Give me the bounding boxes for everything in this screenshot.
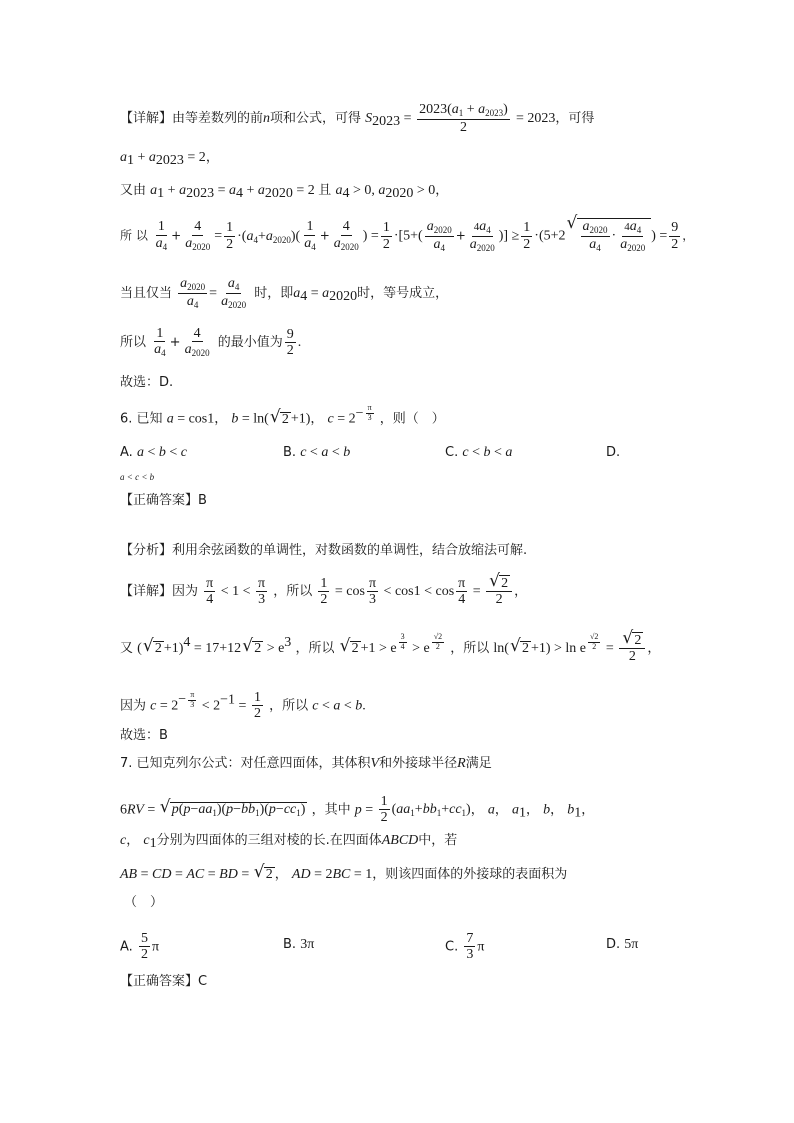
text: 的最小值为 — [217, 335, 283, 351]
s5-select: 故选：D. — [120, 375, 174, 390]
q6-option-d-content: a < c < b — [120, 472, 155, 482]
q7-line-4: AB = CD = AC = BD = √ 2 ， AD = 2BC = 1，则该四面体的外接球的表面积为 — [120, 867, 567, 882]
s5-detail-line-2: $a_1 + a_{2023} = 2$， — [120, 150, 219, 168]
q7-option-c[interactable]: C. $\frac{7}{3}$ π — [445, 931, 485, 963]
text: ，可得 — [555, 111, 595, 127]
q6-option-a[interactable]: A. a < b < c — [120, 445, 187, 460]
q7-line-1: 7. 已知克列尔公式：对任意四面体，其体积V和外接球半径R满足 — [120, 756, 492, 771]
text: ， — [205, 150, 219, 165]
fraction: $\frac{2023(a_1 + a_{2023})}{2}$ — [419, 102, 508, 135]
text: ，其中 — [311, 802, 351, 818]
text: 分别为四面体的三组对棱的长.在四面体 — [156, 833, 382, 848]
s5-detail-line-3: 又由 $a_1 + a_{2023} = a_4 + a_{2020} = 2$ 且 $a_4 > 0$, $a_{2020} > 0$， — [120, 183, 449, 201]
text: 又由 — [120, 183, 147, 198]
text: 项和公式，可得 — [270, 111, 362, 127]
text: 【详解】由等差数列的前 — [120, 111, 264, 127]
q7-option-b[interactable]: B. 3π — [283, 937, 315, 952]
text: 【详解】因为 — [120, 583, 199, 599]
q6-answer: 【正确答案】B — [120, 493, 207, 508]
q6-option-b[interactable]: B. c < a < b — [283, 445, 351, 460]
q6-option-c[interactable]: C. c < b < a — [445, 445, 513, 460]
text: 6. 已知 — [120, 411, 163, 427]
s5-detail-line-1: 【详解】由等差数列的前n项和公式，可得 $S_{2023}$ = $\frac{2023(a_1 + a_{2023})}{2}$ = 2023，可得 — [120, 102, 595, 135]
q7-option-a[interactable]: A. $\frac{5}{2}$ π — [120, 931, 160, 963]
q6-detail-line-2: 又 (√ 2 +1)$^4$ = 17+12√ $2 > e^3$ ，所以 √ 2 +1 > e $^{\frac{3}{4}}$ > e $^{\frac{√2}{2}}$ ，所以 ln(√ 2 +1) > ln e $^{\frac{√2}{2}}$ = √ $\frac{2}{2}$ ， — [120, 632, 660, 665]
text: 又 — [120, 640, 134, 656]
q7-answer: 【正确答案】C — [120, 974, 208, 989]
text: 当且仅当 — [120, 285, 173, 301]
text: 时，即 — [254, 285, 294, 301]
s5-detail-line-5: 当且仅当 $\frac{a_{2020}}{a_4}$ = $\frac{a_4}{a_{2020}}$ 时，即$a_4 = a_{2020}$时，等号成立， — [120, 276, 449, 310]
q7-line-3: c， $c_1$分别为四面体的三组对棱的长.在四面体ABCD中，若 — [120, 833, 458, 851]
q6-select: 故选：B — [120, 728, 168, 743]
s5-detail-line-6: 所以 $\frac{1}{a_4}$ + $\frac{4}{a_{2020}}$ 的最小值为 $\frac{9}{2}$ . — [120, 326, 302, 359]
q6-detail-line-3: 因为 $c = 2^{- \frac{\pi}{3}}$ < $2^{-1}$ = $\frac{1}{2}$ ，所以 c < a < b. — [120, 689, 366, 722]
text: ，所以 — [273, 583, 313, 599]
text: 时，等号成立， — [357, 285, 449, 301]
s5-detail-line-4: 所 以 $\frac{1}{a_4}$ + $\frac{4}{a_{2020}}$ = $\frac{1}{2}$ $\cdot(a_4+a_{2020})$( $\frac{1}{a_4}$ + $\frac{4}{a_{2020}}$ ) = $\frac{1}{2}$ ·[5+( $\frac{a_{2020}}{a_4}$ + $\frac{4a_4}{a_{2020}}$ )] ≥ $\frac{1}{2}$ ·(5+2 √ $\frac{a_{2020}}{a_4}$ · $\frac{4a_4}{a_{2020}}$ ) = $\frac{9}{2}$ ， — [120, 218, 694, 254]
text: 满足 — [465, 756, 492, 771]
text: 7. 已知克列尔公式：对任意四面体，其体积 — [120, 756, 371, 771]
text: ，所以 — [269, 698, 309, 714]
text: 且 — [318, 183, 332, 198]
text: 和外接球半径 — [379, 756, 458, 771]
text: ， — [435, 183, 449, 198]
text: 因为 — [120, 698, 147, 714]
text: ，则（ ） — [379, 411, 445, 427]
text: 所 以 — [120, 228, 148, 243]
q6-option-d[interactable]: D. — [606, 445, 621, 460]
text: ，所以 — [295, 640, 335, 656]
q6-analysis: 【分析】利用余弦函数的单调性，对数函数的单调性，结合放缩法可解. — [120, 543, 528, 558]
text: ，所以 — [450, 640, 490, 656]
text: 中，若 — [418, 833, 458, 848]
q6-stem: 6. 已知 a = cos1， b = ln(√ 2 +1)， $c = 2^{- \frac{\pi}{3}}$ ，则（ ） — [120, 404, 445, 427]
q7-option-d[interactable]: D. 5π — [606, 937, 639, 952]
q7-paren: （ ） — [124, 895, 164, 910]
q7-line-2: 6RV = √ $p(p-aa_1)(p-bb_1)(p-cc_1)$ ，其中 p = $\frac{1}{2}$ $(aa_1+bb_1+cc_1)$， a， $a_1$， b， $b_1$， — [120, 794, 594, 826]
text: 所以 — [120, 335, 147, 351]
text: ，则该四面体的外接球的表面积为 — [372, 867, 568, 882]
q6-detail-line-1: 【详解】因为 $\frac{\pi}{4}$ < 1 < $\frac{\pi}{3}$ ，所以 $\frac{1}{2}$ = cos $\frac{\pi}{3}$ < cos1 < cos $\frac{\pi}{4}$ = √ $\frac{2}{2}$ ， — [120, 575, 527, 608]
